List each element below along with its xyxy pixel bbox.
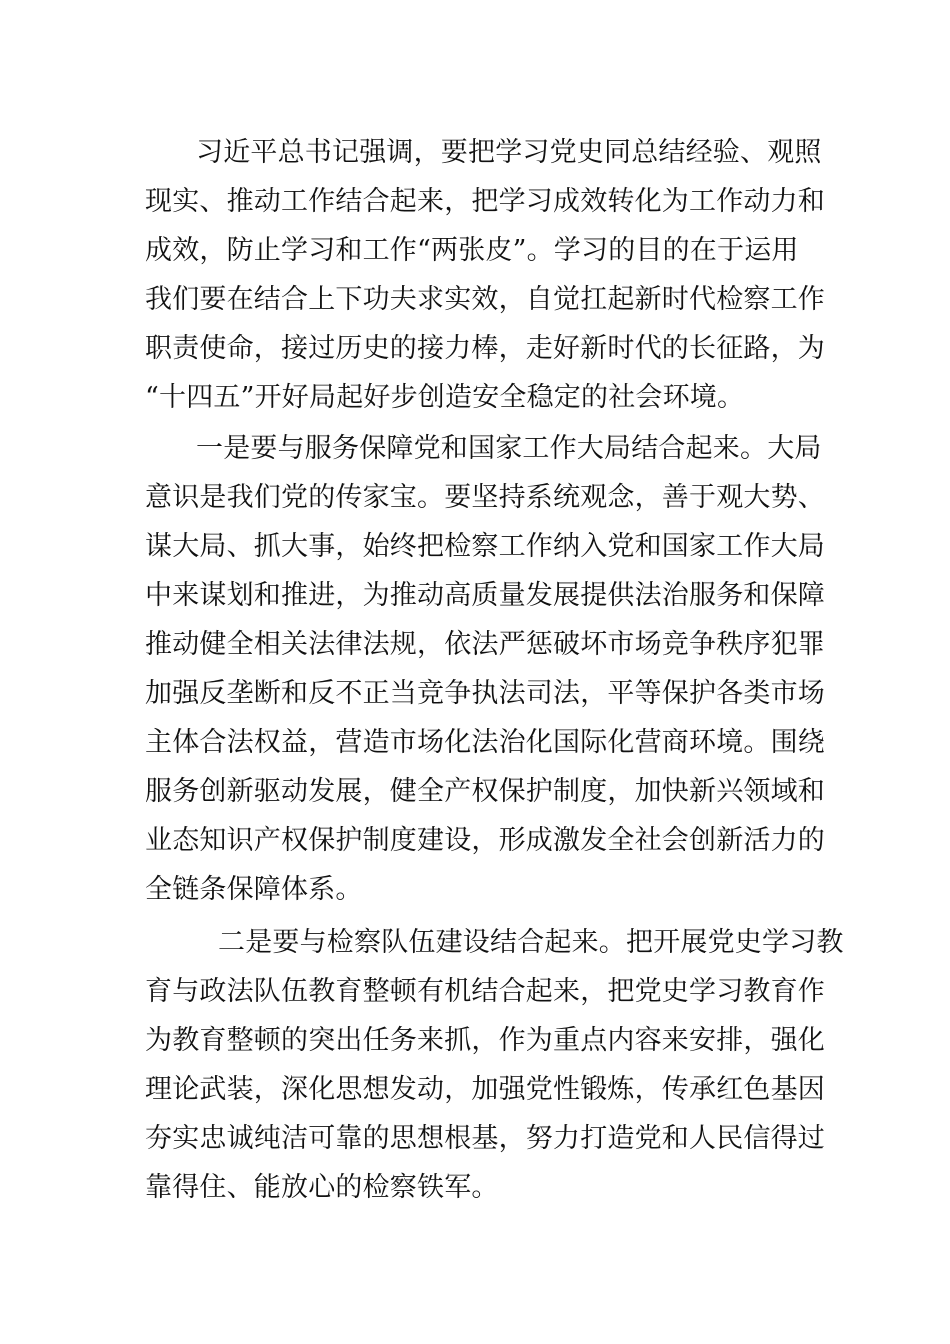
text-line: 主体合法权益，营造市场化法治化国际化营商环境。围绕 <box>145 727 825 758</box>
text-line: 服务创新驱动发展，健全产权保护制度，加快新兴领域和 <box>145 776 825 807</box>
text-line: 二是要与检察队伍建设结合起来。把开展党史学习教 <box>218 927 844 958</box>
text-line: 习近平总书记强调，要把学习党史同总结经验、观照 <box>196 137 822 168</box>
text-line: 业态知识产权保护制度建设，形成激发全社会创新活力的 <box>145 825 825 856</box>
text-line: 我们要在结合上下功夫求实效，自觉扛起新时代检察工作 <box>145 284 825 315</box>
text-line: 中来谋划和推进，为推动高质量发展提供法治服务和保障 <box>145 580 825 611</box>
text-line: 理论武装，深化思想发动，加强党性锻炼，传承红色基因 <box>145 1074 825 1105</box>
text-line: 育与政法队伍教育整顿有机结合起来，把党史学习教育作 <box>145 976 825 1007</box>
text-line: 为教育整顿的突出任务来抓，作为重点内容来安排，强化 <box>145 1025 825 1056</box>
text-line: 加强反垄断和反不正当竞争执法司法，平等保护各类市场 <box>145 678 825 709</box>
text-line: 一是要与服务保障党和国家工作大局结合起来。大局 <box>196 433 822 464</box>
text-line: 夯实忠诚纯洁可靠的思想根基，努力打造党和人民信得过 <box>145 1123 825 1154</box>
text-line: 成效，防止学习和工作“两张皮”。学习的目的在于运用 <box>145 235 799 266</box>
text-line: 靠得住、能放心的检察铁军。 <box>145 1172 499 1203</box>
text-line: 全链条保障体系。 <box>145 874 363 905</box>
text-line: 职责使命，接过历史的接力棒，走好新时代的长征路，为 <box>145 333 825 364</box>
text-line: 推动健全相关法律法规，依法严惩破坏市场竞争秩序犯罪 <box>145 629 825 660</box>
text-line: 意识是我们党的传家宝。要坚持系统观念，善于观大势、 <box>145 482 825 513</box>
text-line: “十四五”开好局起好步创造安全稳定的社会环境。 <box>145 382 745 413</box>
text-line: 现实、推动工作结合起来，把学习成效转化为工作动力和 <box>145 186 825 217</box>
text-line: 谋大局、抓大事，始终把检察工作纳入党和国家工作大局 <box>145 531 825 562</box>
